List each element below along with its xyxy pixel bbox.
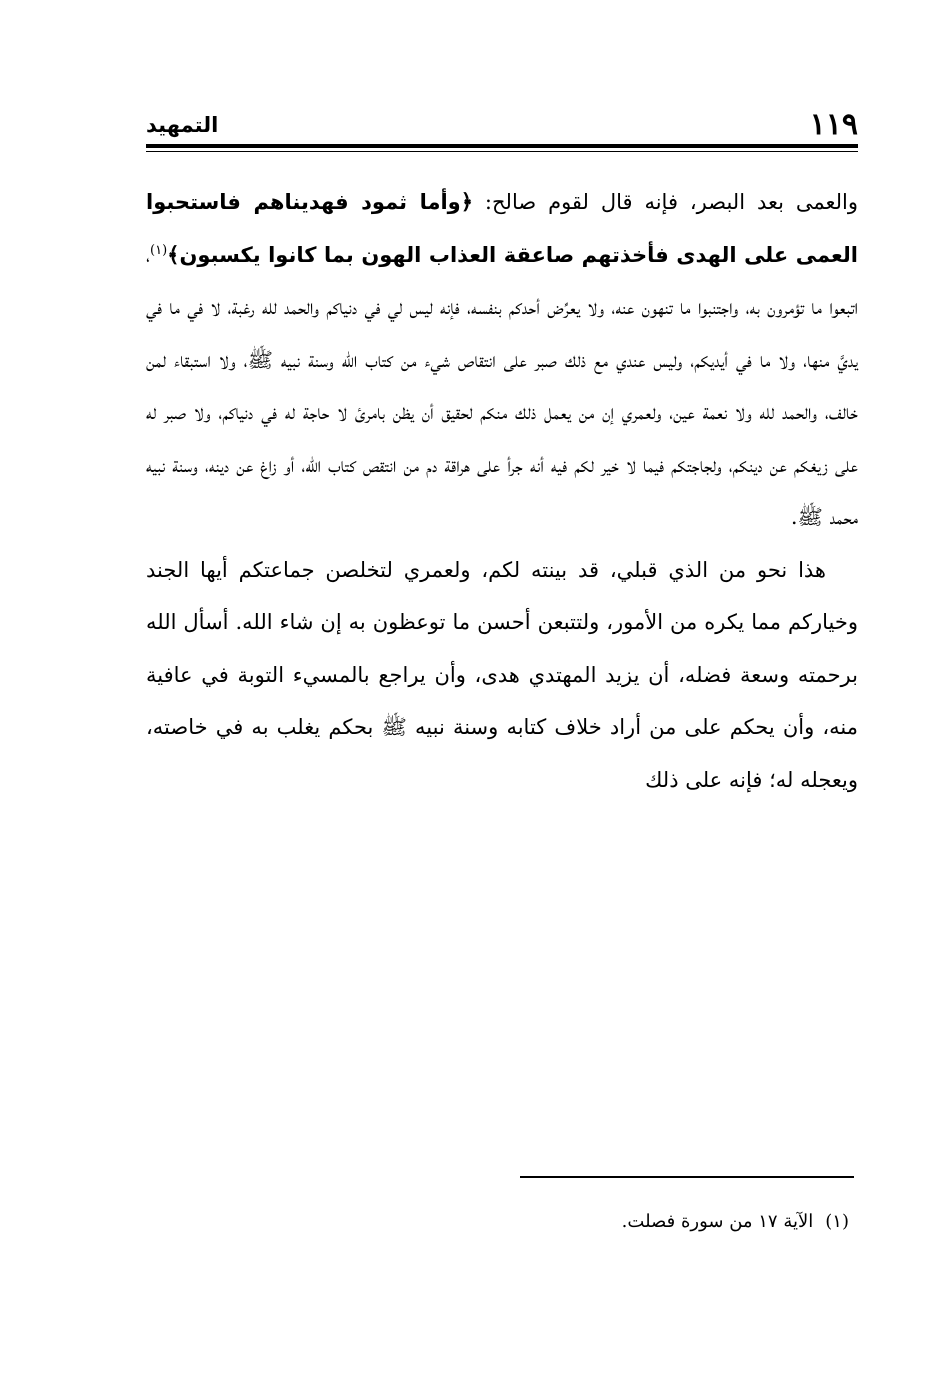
paragraph-1-continuation: ، اتبعوا ما تؤمرون به، واجتنبوا ما تنهون عنه، ولا يعرِّض أحدكم بنفسه، فإنه ليس لي في دنياكم والحمد لله رغبة، لا في ما في يديَّ منها، ولا ما في أيديكم، وليس عندي مع ذلك صبر على انتقاص شيء من كتاب الله وسنة نبيه ﷺ، ولا استبقاء لمن خالف، والحمد لله ولا نعمة عين، ولعمري إن من يعمل ذلك منكم لحقيق أن يظن بامرئ لا حاجة له في دنياكم، ولا صبر له على زيغكم عن دينكم، ولجاجتكم فيما لا خير لكم فيه أنه جرأ على هراقة دم من انتقص كتاب الله، أو زاغ عن دينه، وسنة نبيه محمد ﷺ. [146,242,858,529]
paragraph-1 [146,176,858,544]
footnote-marker: (١) [825,1211,849,1232]
main-text [146,176,858,806]
footnote [622,1208,849,1236]
page-number: ١١٩ [809,107,858,142]
page-header [146,108,858,142]
running-title: التمهيد [146,113,219,137]
footnote-text: الآية ١٧ من سورة فصلت. [621,1211,814,1232]
footnote-separator [520,1176,854,1178]
header-rule-thick [146,144,858,148]
quran-quote: ﴿وأما ثمود فهديناهم فاستحبوا العمى على الهدى فأخذتهم صاعقة العذاب الهون بما كانوا يكسبون﴾ [146,190,858,267]
paragraph-2: هذا نحو من الذي قبلي، قد بينته لكم، ولعمري لتخلصن جماعتكم أيها الجند وخياركم مما يكره من الأمور، ولتتبعن أحسن ما توعظون به إن شاء الله. أسأل الله برحمته وسعة فضله، أن يزيد المهتدي هدى، وأن يراجع بالمسيء التوبة في عافية منه، وأن يحكم على من أراد خلاف كتابه وسنة نبيه ﷺ بحكم يغلب به في خاصته، ويعجله له؛ فإنه على ذلك [146,557,858,792]
paragraph-1-intro: والعمى بعد البصر، فإنه قال لقوم صالح: [473,190,858,214]
footnote-reference: (١) [150,242,168,258]
header-rule-thin [146,151,858,152]
